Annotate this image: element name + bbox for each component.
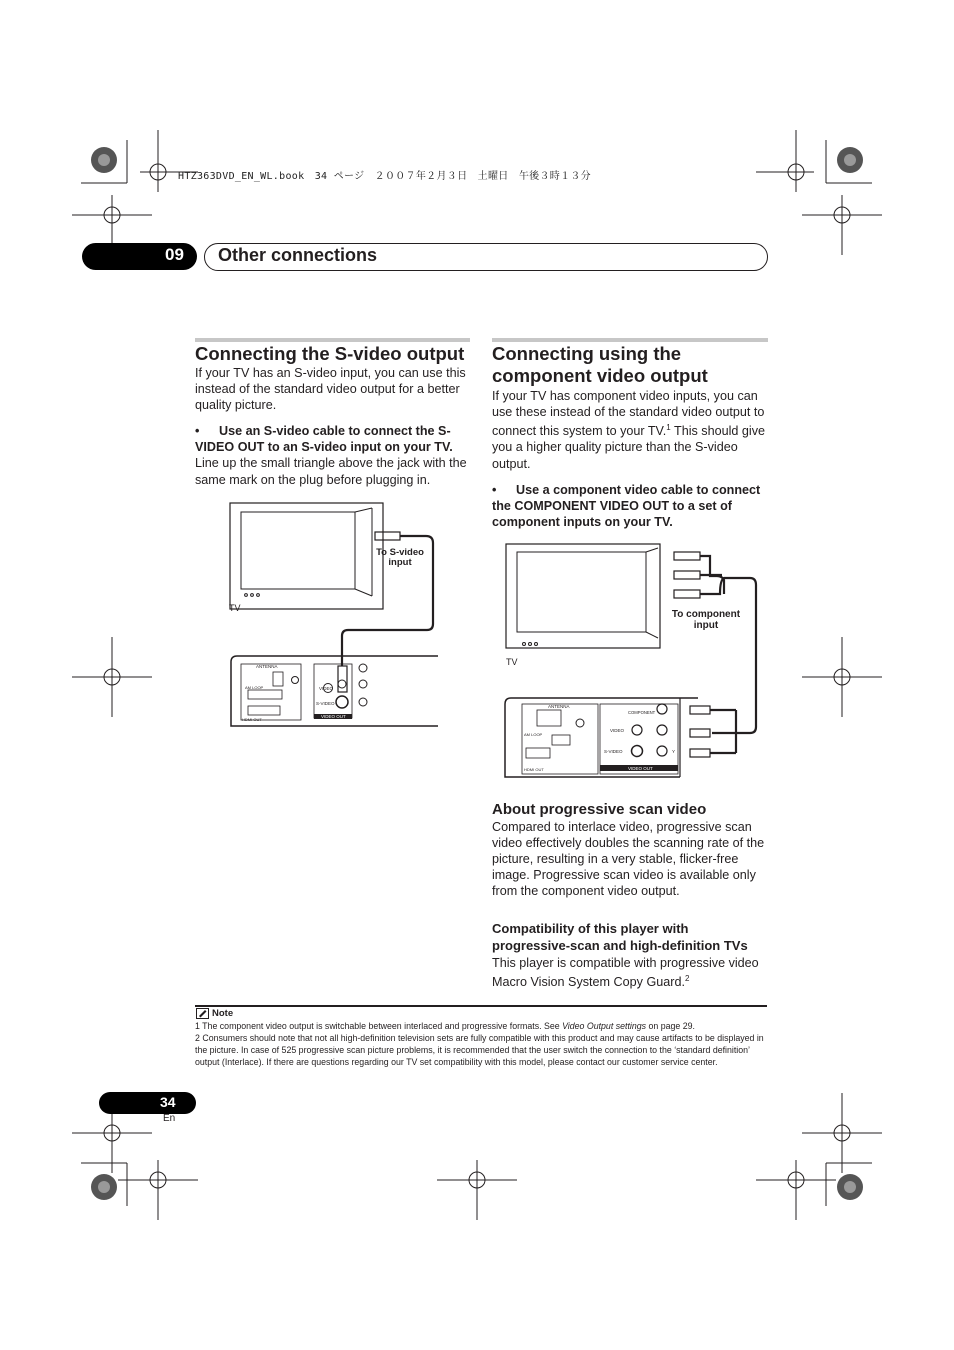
s-video-step [195, 423, 473, 455]
left-heading-rule [195, 338, 470, 342]
progressive-heading: About progressive scan video [492, 801, 707, 818]
bullet: • [492, 482, 497, 497]
crosshair-bl [118, 1160, 198, 1220]
panel-label-component: COMPONENT [628, 710, 656, 715]
compat-text [492, 955, 770, 990]
footnote-1-post: on page 29. [646, 1021, 695, 1031]
s-video-tv-label: TV [229, 603, 241, 613]
component-callout-line1: To component [671, 609, 741, 620]
component-intro-part1: If your TV has component video inputs, you can use these instead of the standard video output to connect this system to your TV. [492, 389, 765, 439]
compat-section [492, 920, 770, 990]
bullet: • [195, 424, 200, 439]
component-intro [492, 388, 770, 472]
footnote-2: 2 Consumers should note that not all high-definition television sets are fully compatible with this product and may cause artifacts to be displayed in the picture. In case of 525 progressive scan picture problems, it is recommended that the user switch the connection to the ‘standard definition’ output (Interlace). If there are questions regarding our TV set compatibility with this model, please contact our customer service center. [195, 1033, 764, 1068]
panel-label-video: VIDEO [319, 686, 334, 691]
compat-heading: Compatibility of this player with progressive-scan and high-definition TVs [492, 921, 748, 953]
rca-plug-3 [674, 590, 700, 598]
s-video-callout-line1: To S-video [376, 547, 424, 558]
panel-label-hdmi: HDMI OUT [242, 717, 262, 722]
chapter-title: Other connections [218, 245, 378, 265]
page-number-pill [99, 1092, 196, 1114]
rca-plug-1 [674, 552, 700, 560]
component-intro-part2: This should give you a higher quality picture than the S-video output. [492, 424, 766, 471]
panel-label-video: VIDEO [610, 728, 625, 733]
component-callout [665, 610, 747, 631]
panel-label-am-loop: AM LOOP [245, 685, 264, 690]
tv-body [230, 503, 383, 609]
crosshair-bc [437, 1160, 517, 1220]
crosshair-tr [756, 130, 814, 192]
panel-label-video-out: VIDEO OUT [321, 714, 346, 719]
panel-label-am-loop: AM LOOP [524, 732, 543, 737]
s-video-callout-line2: input [388, 557, 412, 568]
progressive-section [492, 801, 770, 899]
panel-label-hdmi: HDMI OUT [524, 767, 544, 772]
s-video-step-text: Line up the small triangle above the jack with the same mark on the plug before plugging in. [195, 456, 467, 487]
panel-label-antenna: ANTENNA [256, 664, 278, 669]
footnote-1-pre: 1 The component video output is switchable between interlaced and progressive formats. See [195, 1021, 563, 1031]
component-diagram [502, 540, 764, 782]
s-video-diagram [228, 498, 440, 730]
component-step [492, 482, 770, 530]
footnote-ref-2: 2 [684, 974, 690, 984]
tv-screen [517, 552, 646, 632]
left-column [195, 343, 473, 488]
crosshair-l2 [72, 637, 152, 717]
print-header: HTZ363DVD_EN_WL.book 34 ページ ２００７年２月３日 土曜日 午後３時１３分 [178, 171, 591, 182]
chapter-number: 09 [165, 245, 184, 264]
crosshair-br [756, 1160, 836, 1220]
panel-label-antenna: ANTENNA [548, 704, 570, 709]
page-number: 34 [160, 1094, 176, 1110]
footnote-1-link: Video Output settings [562, 1021, 647, 1031]
panel-label-s-video: S-VIDEO [316, 701, 335, 706]
rca-plug-2 [674, 571, 700, 579]
panel-label-y: Y [672, 749, 676, 754]
component-tv-label: TV [506, 657, 518, 667]
footnote-ref-1: 1 [666, 423, 671, 433]
crosshair-r2 [802, 637, 882, 717]
right-heading-rule [492, 338, 768, 342]
s-video-plug-tv [375, 532, 400, 540]
panel-label-s-video: S-VIDEO [604, 749, 623, 754]
footnotes [195, 1020, 767, 1068]
note-icon [196, 1008, 209, 1019]
crosshair-r1 [802, 195, 882, 255]
s-video-callout [370, 548, 430, 568]
right-column-top [492, 343, 770, 530]
component-step-bold: Use a component video cable to connect the COMPONENT VIDEO OUT to a set of component inputs on your TV. [492, 482, 761, 529]
s-video-heading: Connecting the S-video output [195, 343, 465, 364]
compat-text-body: This player is compatible with progressive video Macro Vision System Copy Guard. [492, 956, 759, 990]
component-cable [700, 556, 756, 753]
crosshair-tl [140, 130, 198, 192]
s-video-step-bold: Use an S-video cable to connect the S-VIDEO OUT to an S-video input on your TV. [195, 424, 453, 455]
component-heading-line2: component video output [492, 365, 708, 386]
component-callout-line2: input [693, 619, 719, 631]
note-label: Note [212, 1008, 234, 1019]
note-rule [195, 1005, 767, 1007]
s-video-intro: If your TV has an S-video input, you can use this instead of the standard video output for a better quality picture. [195, 366, 466, 413]
tv-screen [241, 512, 355, 589]
component-heading-line1: Connecting using the [492, 343, 682, 364]
footnote-1 [195, 1020, 767, 1032]
panel-label-video-out: VIDEO OUT [628, 766, 653, 771]
progressive-text: Compared to interlace video, progressive scan video effectively doubles the scanning rate of the picture, resulting in a very stable, flicker-free image. Progressive scan video is available only from the component video output. [492, 820, 765, 899]
page-language: En [163, 1113, 176, 1124]
crosshair-r3 [802, 1093, 882, 1173]
